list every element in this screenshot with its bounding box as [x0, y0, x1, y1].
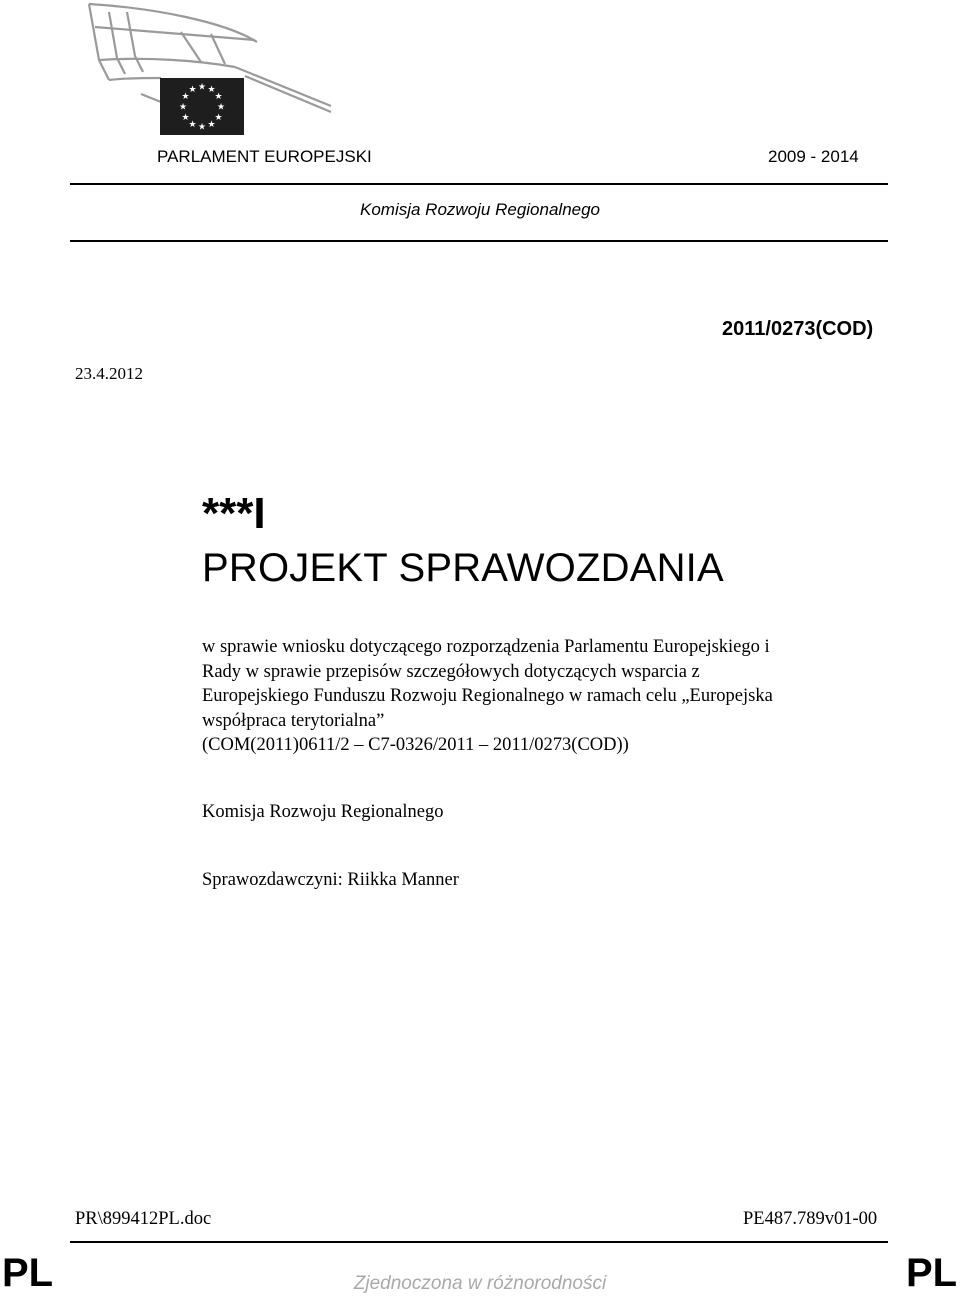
svg-text:★: ★: [207, 85, 216, 95]
document-title: PROJEKT SPRAWOZDANIA: [202, 546, 724, 590]
subject-line: Rady w sprawie przepisów szczegółowych dotyczących wsparcia z: [202, 661, 700, 682]
subject-line: w sprawie wniosku dotyczącego rozporządzenia Parlamentu Europejskiego i: [202, 637, 770, 657]
language-code-left: PL: [2, 1251, 54, 1295]
svg-text:★: ★: [216, 102, 226, 113]
procedure-stars: ***I: [202, 489, 266, 538]
institution-name: PARLAMENT EUROPEJSKI: [157, 147, 372, 166]
european-parliament-logo-icon: [85, 2, 335, 142]
svg-text:★: ★: [197, 122, 207, 133]
subject-line: (COM(2011)0611/2 – C7-0326/2011 – 2011/0273(COD)): [202, 735, 629, 755]
subject-line: współpraca terytorialna”: [202, 710, 385, 731]
svg-text:★: ★: [181, 92, 190, 102]
svg-text:★: ★: [178, 102, 188, 113]
rapporteur: Sprawozdawczyni: Riikka Manner: [202, 870, 459, 890]
svg-text:★: ★: [188, 120, 197, 130]
svg-text:★: ★: [207, 120, 216, 130]
parliamentary-term: 2009 - 2014: [768, 147, 859, 166]
svg-text:★: ★: [181, 113, 190, 123]
subject-block: [202, 635, 892, 758]
pe-reference: PE487.789v01-00: [743, 1209, 878, 1229]
svg-text:★: ★: [214, 113, 223, 123]
svg-text:★: ★: [197, 82, 207, 93]
svg-text:★: ★: [188, 85, 197, 95]
footer-divider: [70, 1241, 888, 1243]
responsible-committee: Komisja Rozwoju Regionalnego: [202, 802, 444, 822]
committee-header: Komisja Rozwoju Regionalnego: [359, 200, 601, 219]
subject-line: Europejskiego Funduszu Rozwoju Regionalnego w ramach celu „Europejska: [202, 686, 773, 706]
document-date: 23.4.2012: [75, 364, 143, 383]
header-divider-bottom: [70, 240, 888, 242]
eu-flag-icon: [160, 78, 244, 135]
file-reference: PR\899412PL.doc: [75, 1209, 212, 1229]
procedure-reference: 2011/0273(COD): [722, 318, 874, 340]
svg-text:★: ★: [214, 92, 223, 102]
language-code-right: PL: [906, 1251, 958, 1295]
header-divider-top: [70, 183, 888, 185]
eu-motto: Zjednoczona w różnorodności: [353, 1273, 607, 1294]
